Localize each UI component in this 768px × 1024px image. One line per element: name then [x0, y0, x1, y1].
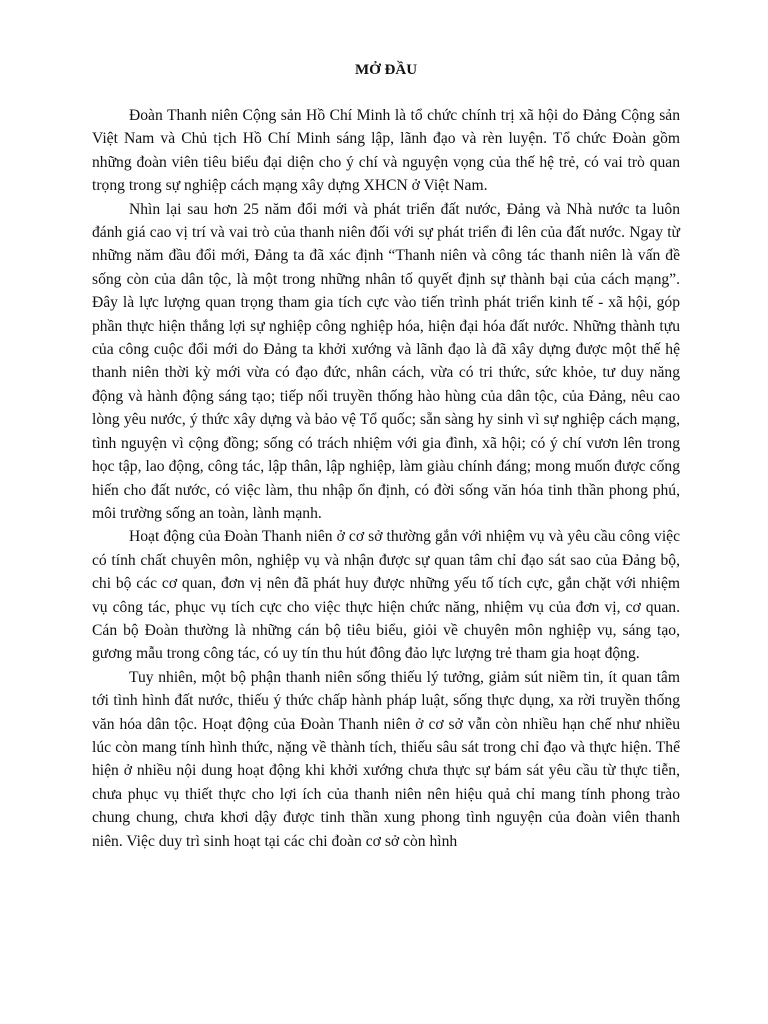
- document-title: MỞ ĐẦU: [354, 62, 418, 78]
- paragraph-4: Tuy nhiên, một bộ phận thanh niên sống thiếu lý tưởng, giảm sút niềm tin, ít quan tâm tới tình hình đất nước, thiếu ý thức chấp hành pháp luật, sống thực dụng, xa rời truyền thống văn hóa dân tộc. Hoạt động của Đoàn Thanh niên ở cơ sở vẫn còn nhiều hạn chế như nhiều lúc còn mang tính hình thức, nặng về thành tích, thiếu sâu sát trong chỉ đạo và thực hiện. Thể hiện ở nhiều nội dung hoạt động khi khởi xướng chưa thực sự bám sát yêu cầu từ thực tiễn, chưa phục vụ thiết thực cho lợi ích của thanh niên nên hiệu quả chỉ mang tính phong trào chung chung, chưa khơi dậy được tinh thần xung phong tình nguyện của đoàn viên thanh niên. Việc duy trì sinh hoạt tại các chi đoàn cơ sở còn hình: [92, 668, 680, 850]
- paragraph-1: Đoàn Thanh niên Cộng sản Hồ Chí Minh là tổ chức chính trị xã hội do Đảng Cộng sản Việt Nam và Chủ tịch Hồ Chí Minh sáng lập, lãnh đạo và rèn luyện. Tổ chức Đoàn gồm những đoàn viên tiêu biểu đại diện cho ý chí và nguyện vọng của thế hệ trẻ, có vai trò quan trọng trong sự nghiệp cách mạng xây dựng XHCN ở Việt Nam.: [92, 107, 680, 195]
- paragraph-3: Hoạt động của Đoàn Thanh niên ở cơ sở thường gắn với nhiệm vụ và yêu cầu công việc có tính chất chuyên môn, nghiệp vụ và nhận được sự quan tâm chỉ đạo sát sao của Đảng bộ, chi bộ các cơ quan, đơn vị nên đã phát huy được những yếu tố tích cực, gắn chặt với nhiệm vụ công tác, phục vụ tích cực cho việc thực hiện chức năng, nhiệm vụ của đơn vị, cơ quan. Cán bộ Đoàn thường là những cán bộ tiêu biểu, giỏi về chuyên môn nghiệp vụ, sáng tạo, gương mẫu trong công tác, có uy tín thu hút đông đảo lực lượng trẻ tham gia hoạt động.: [92, 528, 680, 663]
- paragraph-2: Nhìn lại sau hơn 25 năm đổi mới và phát triển đất nước, Đảng và Nhà nước ta luôn đánh giá cao vị trí và vai trò của thanh niên đối với sự phát triển đi lên của đất nước. Ngay từ những năm đầu đổi mới, Đảng ta đã xác định “Thanh niên và công tác thanh niên là vấn đề sống còn của dân tộc, là một trong những nhân tố quyết định sự thành bại của cách mạng”. Đây là lực lượng quan trọng tham gia tích cực vào tiến trình phát triển kinh tế - xã hội, góp phần thực hiện thắng lợi sự nghiệp công nghiệp hóa, hiện đại hóa đất nước. Những thành tựu của công cuộc đổi mới do Đảng ta khởi xướng và lãnh đạo là đã xây dựng được một thế hệ thanh niên thời kỳ mới vừa có đạo đức, nhân cách, vừa có tri thức, sức khỏe, tư duy năng động và hành động sáng tạo; tiếp nối truyền thống hào hùng của dân tộc, của Đảng, nêu cao lòng yêu nước, ý thức xây dựng và bảo vệ Tổ quốc; sẵn sàng hy sinh vì sự nghiệp cách mạng, tình nguyện vì cộng đồng; sống có trách nhiệm với gia đình, xã hội; có ý chí vươn lên trong học tập, lao động, công tác, lập thân, lập nghiệp, làm giàu chính đáng; mong muốn được cống hiến cho đất nước, có việc làm, thu nhập ổn định, có đời sống văn hóa tinh thần phong phú, môi trường sống an toàn, lành mạnh.: [92, 200, 680, 522]
